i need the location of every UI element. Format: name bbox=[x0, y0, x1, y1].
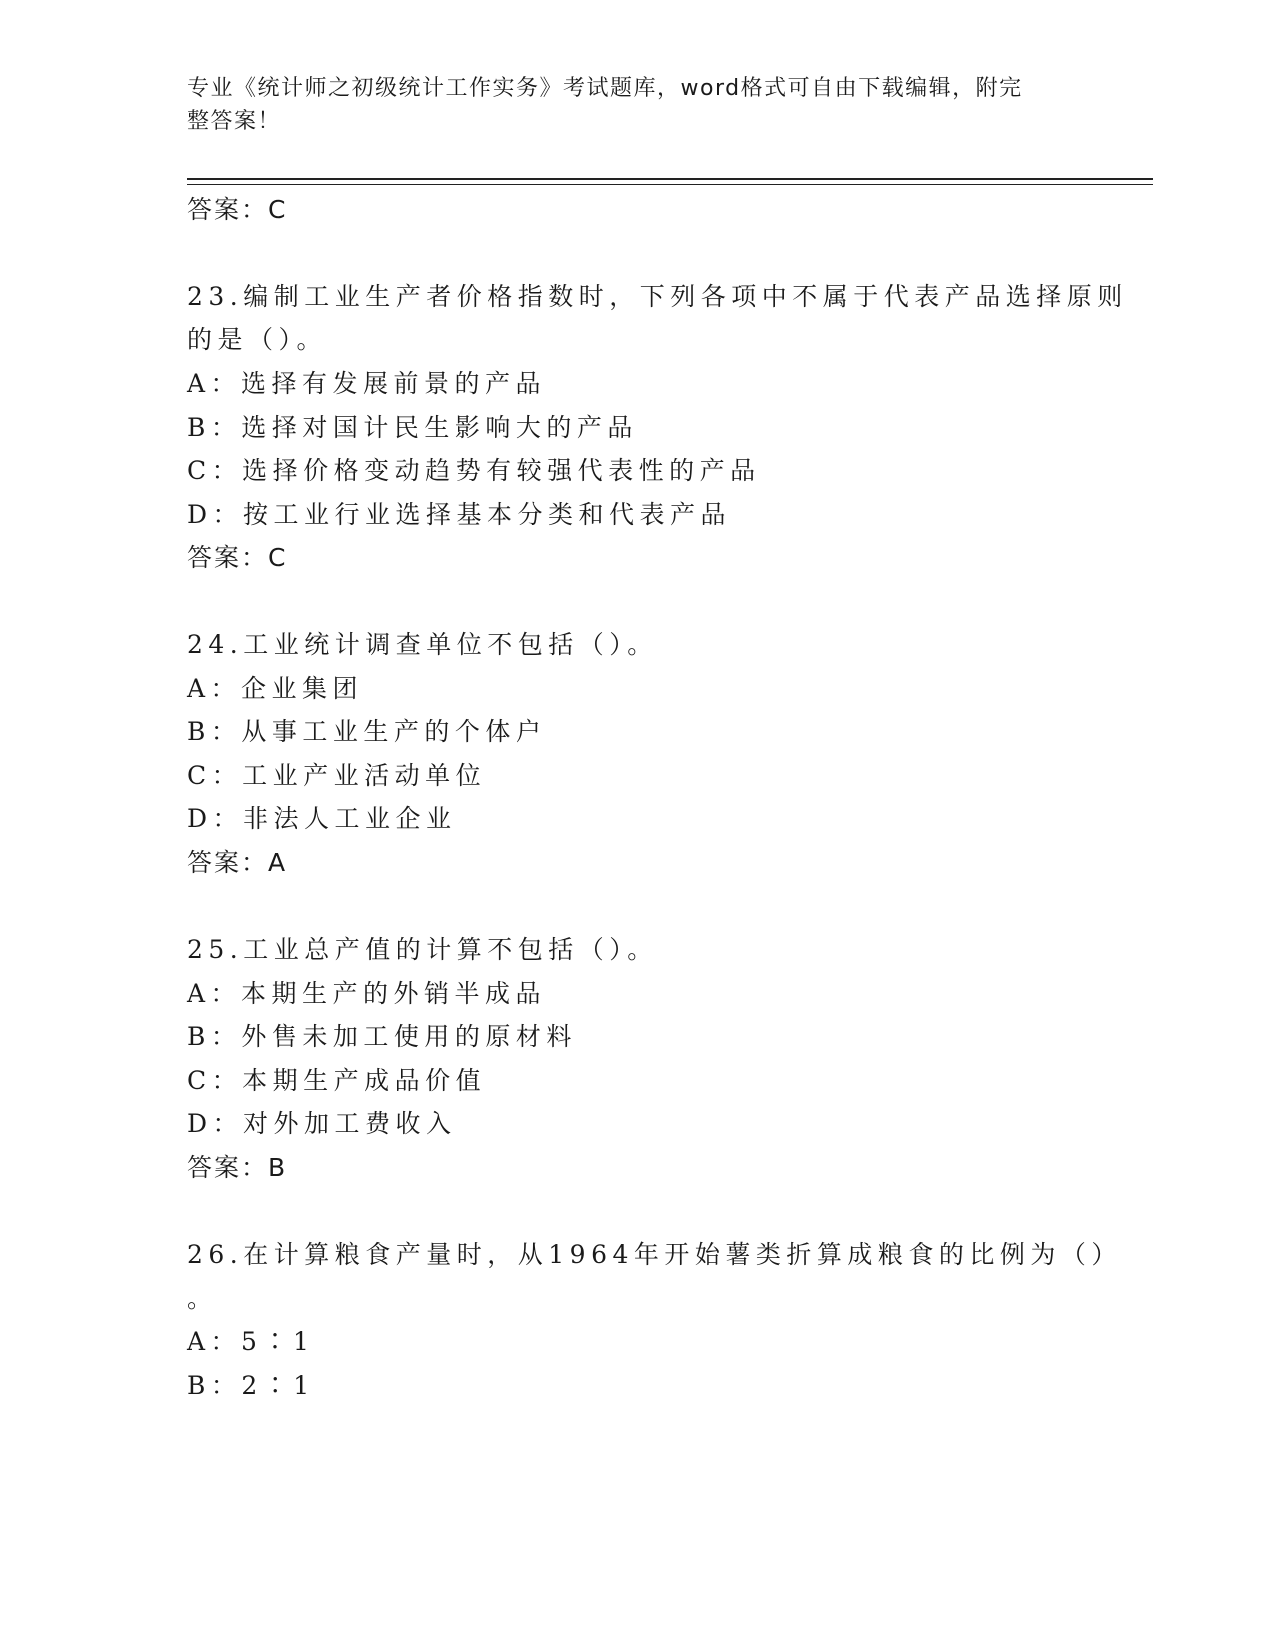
option-d: D：按工业行业选择基本分类和代表产品 bbox=[187, 500, 732, 529]
option-d: D：对外加工费收入 bbox=[187, 1109, 457, 1138]
header-line-2: 整答案！ bbox=[187, 109, 282, 134]
header-divider-thin bbox=[187, 184, 1153, 185]
option-b: B：外售未加工使用的原材料 bbox=[187, 1022, 577, 1051]
option-b: B：选择对国计民生影响大的产品 bbox=[187, 413, 638, 442]
option-a: A：5∶1 bbox=[187, 1327, 315, 1356]
option-d: D：非法人工业企业 bbox=[187, 804, 457, 833]
question-stem: 23.编制工业生产者价格指数时，下列各项中不属于代表产品选择原则 bbox=[187, 282, 1128, 311]
option-c: C：工业产业活动单位 bbox=[187, 761, 487, 790]
question-stem-continued: 的是（）。 bbox=[187, 325, 328, 354]
question-stem: 24.工业统计调查单位不包括（）。 bbox=[187, 630, 658, 659]
option-b: B：2∶1 bbox=[187, 1371, 315, 1400]
answer: 答案：C bbox=[187, 543, 288, 572]
option-b: B：从事工业生产的个体户 bbox=[187, 717, 547, 746]
option-a: A：企业集团 bbox=[187, 674, 364, 703]
question-stem-continued: 。 bbox=[187, 1284, 218, 1313]
document-header bbox=[187, 72, 1067, 138]
option-c: C：选择价格变动趋势有较强代表性的产品 bbox=[187, 456, 761, 485]
option-a: A：本期生产的外销半成品 bbox=[187, 979, 547, 1008]
answer: 答案：A bbox=[187, 848, 288, 877]
header-divider-thick bbox=[187, 178, 1153, 180]
option-a: A：选择有发展前景的产品 bbox=[187, 369, 547, 398]
question-stem: 26.在计算粮食产量时，从1964年开始薯类折算成粮食的比例为（） bbox=[187, 1240, 1122, 1269]
answer: 答案：B bbox=[187, 1153, 288, 1182]
question-stem: 25.工业总产值的计算不包括（）。 bbox=[187, 935, 658, 964]
previous-answer: 答案：C bbox=[187, 195, 288, 224]
header-line-1: 专业《统计师之初级统计工作实务》考试题库，word格式可自由下载编辑，附完 bbox=[187, 76, 1023, 101]
option-c: C：本期生产成品价值 bbox=[187, 1066, 487, 1095]
